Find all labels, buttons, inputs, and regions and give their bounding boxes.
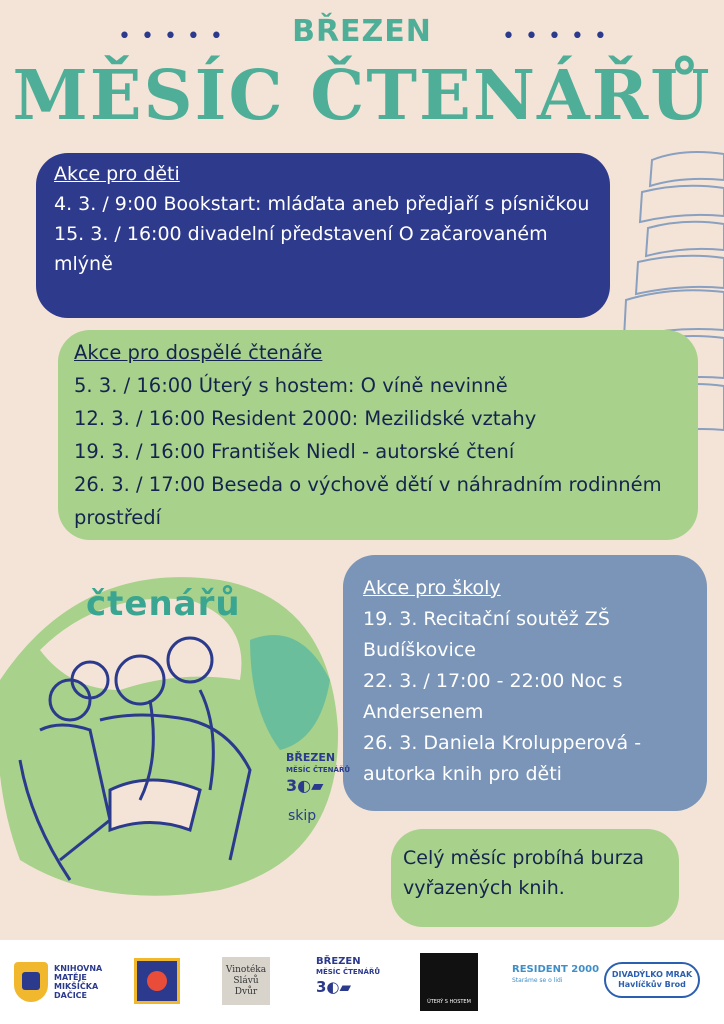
brezen-mini-logo: [286, 752, 350, 796]
adults-event: 26. 3. / 17:00 Beseda o výchově dětí v náhradním rodinném prostředí: [74, 473, 662, 529]
schools-event: 26. 3. Daniela Krolupperová - autorka knih pro děti: [363, 732, 642, 785]
decorative-dots-left: •••••: [118, 24, 233, 49]
resident-logo-subtext: Staráme se o lidi: [512, 977, 563, 984]
decorative-dots-right: •••••: [502, 24, 617, 49]
brezen-footer-symbols-icon: 3◐▰: [316, 978, 352, 996]
adults-event: 19. 3. / 16:00 František Niedl - autorské čtení: [74, 440, 515, 463]
resident-logo-text: RESIDENT 2000: [512, 964, 600, 975]
adults-heading: Akce pro dospělé čtenáře: [74, 341, 323, 364]
divadlo-logo-text: Havlíčkův Brod: [618, 980, 686, 989]
library-logo: [14, 955, 102, 1009]
adults-event: 12. 3. / 16:00 Resident 2000: Mezilidské vztahy: [74, 407, 537, 430]
utery-s-hostem-logo: [420, 953, 478, 1011]
slava-dvur-logo: [222, 957, 270, 1005]
kids-heading: Akce pro děti: [54, 163, 180, 185]
adults-events-card: [58, 330, 698, 540]
schools-heading: Akce pro školy: [363, 577, 501, 599]
slava-logo-text: Slávů: [233, 975, 259, 986]
brezen-footer-logo: [316, 956, 380, 1010]
kids-event: 15. 3. / 16:00 divadelní představení O začarovaném mlýně: [54, 223, 548, 275]
slava-logo-text: Vinotéka: [225, 964, 267, 975]
brezen-footer-subtitle: MĚSÍC ČTENÁŘŮ: [316, 968, 381, 976]
library-shield-icon: [14, 962, 48, 1002]
sponsors-footer: [0, 940, 724, 1024]
library-logo-text: KNIHOVNA: [54, 964, 103, 973]
library-logo-text: DAČICE: [54, 991, 88, 1000]
kids-events-card: [36, 153, 610, 318]
resident-2000-logo: [512, 964, 599, 1018]
brezen-mini-title: BŘEZEN: [286, 751, 336, 764]
library-logo-text: MIKŠÍČKA: [54, 982, 99, 991]
schools-event: 19. 3. Recitační soutěž ZŠ Budíškovice: [363, 608, 610, 661]
adults-event: 5. 3. / 16:00 Úterý s hostem: O víně nevinně: [74, 374, 508, 397]
library-logo-text: MATĚJE: [54, 973, 87, 982]
book-sale-card: [391, 829, 679, 927]
utery-logo-text: ÚTERÝ S HOSTEM: [427, 999, 471, 1005]
month-heading: BŘEZEN: [292, 14, 432, 49]
skip-logo: skip: [288, 808, 317, 824]
brezen-symbols-icon: 3◐▰: [286, 776, 324, 795]
schools-event: 22. 3. / 17:00 - 22:00 Noc s Andersenem: [363, 670, 623, 723]
divadlo-logo-text: DIVADÝLKO MRAK: [611, 970, 693, 979]
divadylko-mrak-logo: [604, 962, 700, 998]
partner-square-logo: [134, 958, 180, 1004]
schools-events-card: [343, 555, 707, 811]
kids-event: 4. 3. / 9:00 Bookstart: mláďata aneb předjaří s písničkou: [54, 193, 590, 215]
book-sale-text: Celý měsíc probíhá burza vyřazených knih.: [403, 847, 645, 899]
illustration-word: čtenářů: [86, 584, 241, 624]
brezen-footer-title: BŘEZEN: [316, 956, 361, 967]
slava-logo-text: Dvůr: [234, 986, 258, 997]
brezen-mini-subtitle: MĚSÍC ČTENÁŘŮ: [286, 766, 351, 774]
page-title: MĚSÍC ČTENÁŘŮ: [12, 56, 712, 136]
